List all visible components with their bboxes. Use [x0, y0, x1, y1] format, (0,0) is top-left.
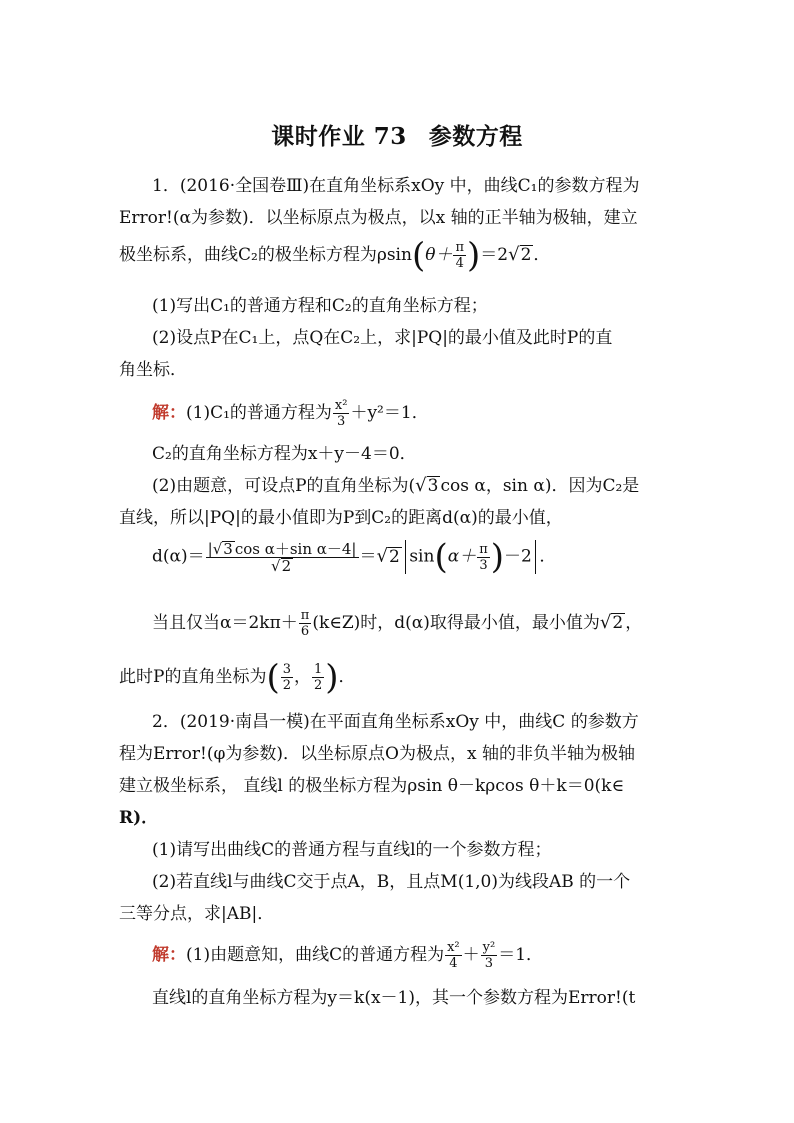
problem1-line1: 1．(2016·全国卷Ⅲ)在直角坐标系xOy 中，曲线C₁的参数方程为 — [152, 176, 640, 196]
problem2-line4: R)． — [119, 808, 159, 828]
fraction-pi-4: $\frac{\pi}{4}$ — [455, 240, 464, 271]
solution1-line1: 解：(1)C₁的普通方程为 $\frac{\text{x²}}{3}$ ＋y²＝1． — [152, 398, 429, 429]
fraction-x2-4: $\frac{\text{x²}}{4}$ — [447, 940, 460, 971]
solution1-minimum: 当且仅当α＝2kπ＋ $\frac{\pi}{6}$ (k∈Z)时，d(α)取得最小值，最小值为√2 ， — [152, 608, 643, 639]
fraction-y2-3: $\frac{\text{y²}}{3}$ — [482, 940, 496, 971]
problem1-sub2: (2)设点P在C₁上，点Q在C₂上，求|PQ|的最小值及此时P的直 — [152, 328, 613, 348]
solution-label: 解： — [152, 945, 186, 965]
solution1-line4: 直线，所以|PQ|的最小值即为P到C₂的距离d(α)的最小值， — [119, 508, 563, 528]
page-title — [0, 118, 794, 151]
problem2-sub2: (2)若直线l与曲线C交于点A，B，且点M(1,0)为线段AB 的一个 — [152, 872, 631, 892]
fraction-pi-3: $\frac{\pi}{3}$ — [479, 541, 488, 573]
problem2-sub1: (1)请写出曲线C的普通方程与直线l的一个参数方程； — [152, 840, 552, 860]
problem2-line3: 建立极坐标系， 直线l 的极坐标方程为ρsin θ－kρcos θ＋k＝0(k∈ — [119, 776, 625, 796]
problem1-sub2-cont: 角坐标． — [119, 360, 187, 380]
problem2-line1: 2．(2019·南昌一模)在平面直角坐标系xOy 中，曲线C 的参数方 — [152, 712, 639, 732]
title-main: 课时作业 73 — [271, 123, 407, 150]
solution1-line2: C₂的直角坐标方程为x＋y－4＝0． — [152, 444, 417, 464]
problem1-line3: 极坐标系，曲线C₂的极坐标方程为ρsin(θ＋ $\frac{\pi}{4}$ )＝2√2 ． — [119, 235, 551, 276]
solution1-distance-formula: d(α)＝ $\frac{\text{|√3 cos α＋sin α－4|}}{√2}$ ＝√2 sin(α＋ $\frac{\pi}{3}$ )－2 ． — [152, 537, 557, 577]
problem1-line2: Error!(α为参数)．以坐标原点为极点，以x 轴的正半轴为极轴，建立 — [119, 208, 638, 228]
fraction-1-2: $\frac{1}{2}$ — [314, 662, 323, 693]
problem2-line2: 程为Error!(φ为参数)．以坐标原点O为极点，x 轴的非负半轴为极轴 — [119, 744, 635, 764]
title-sub: 参数方程 — [428, 123, 523, 150]
solution-label: 解： — [152, 403, 186, 423]
problem2-sub2-cont: 三等分点，求|AB|． — [119, 904, 275, 924]
solution1-coordinates: 此时P的直角坐标为( $\frac{3}{2}$ ， $\frac{1}{2}$ )． — [119, 657, 356, 698]
solution2-line1: 解：(1)由题意知，曲线C的普通方程为 $\frac{\text{x²}}{4}$ ＋ $\frac{\text{y²}}{3}$ ＝1． — [152, 940, 544, 971]
solution2-line2: 直线l的直角坐标方程为y＝k(x－1)，其一个参数方程为Error!(t — [152, 988, 636, 1008]
problem1-sub1: (1)写出C₁的普通方程和C₂的直角坐标方程； — [152, 296, 488, 316]
fraction-distance: $\frac{\text{|√3 cos α＋sin α－4|}}{√2}$ — [207, 539, 357, 575]
fraction-x2-3: $\frac{\text{x²}}{3}$ — [334, 398, 348, 429]
solution1-line3: (2)由题意，可设点P的直角坐标为(√3 cos α，sin α)．因为C₂是 — [152, 475, 640, 496]
fraction-pi-6: $\frac{\pi}{6}$ — [300, 608, 310, 639]
fraction-3-2: $\frac{3}{2}$ — [282, 662, 291, 693]
